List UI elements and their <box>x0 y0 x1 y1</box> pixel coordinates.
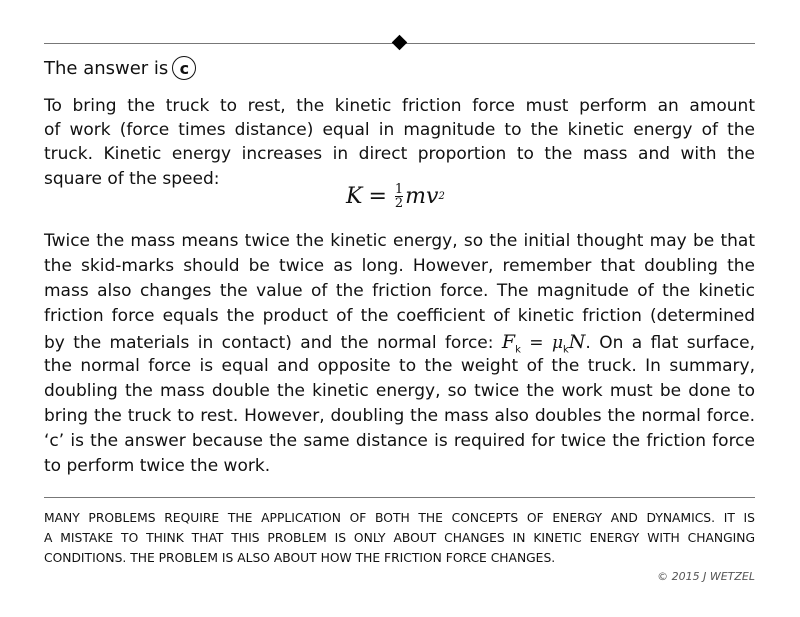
para2-line: doubling the mass double the kinetic energy, so twice the work must be done to <box>44 381 755 401</box>
formula-eq: = <box>529 333 544 353</box>
para2-line: ‘c’ is the answer because the same distance is required for twice the friction force <box>44 431 755 451</box>
para2-line-friction-formula <box>44 331 755 355</box>
eq-lhs: K <box>346 184 363 209</box>
footer-line: CONDITIONS. THE PROBLEM IS ALSO ABOUT HOW THE FRICTION FORCE CHANGES. <box>44 551 556 565</box>
answer-prefix: The answer is <box>44 57 169 79</box>
formula-sub-k: k <box>515 344 521 356</box>
eq-sign: = <box>368 184 387 209</box>
text: by the materials in contact) and the normal force: <box>44 333 494 353</box>
para2-line: mass also changes the value of the friction force. The magnitude of the kinetic <box>44 281 755 301</box>
footer-line: MANY PROBLEMS REQUIRE THE APPLICATION OF BOTH THE CONCEPTS OF ENERGY AND DYNAMICS. IT IS <box>44 511 755 525</box>
para1-line: of work (force times distance) equal in magnitude to the kinetic energy of the <box>44 120 755 140</box>
para1-line: square of the speed: <box>44 169 220 189</box>
footer-line: A MISTAKE TO THINK THAT THIS PROBLEM IS ONLY ABOUT CHANGES IN KINETIC ENERGY WITH CHANGING <box>44 531 755 545</box>
eq-exponent: 2 <box>438 191 445 202</box>
eq-fraction <box>395 183 403 210</box>
eq-rhs: mv <box>405 184 439 209</box>
eq-num: 1 <box>394 182 404 197</box>
eq-den: 2 <box>394 196 404 211</box>
para2-line: friction force equals the product of the coefficient of kinetic friction (determined <box>44 306 755 326</box>
diamond-ornament-icon <box>392 35 408 51</box>
formula-N: N <box>568 331 586 353</box>
footer-divider <box>44 497 755 498</box>
kinetic-energy-equation <box>346 183 445 210</box>
copyright: © 2015 J WETZEL <box>657 570 755 583</box>
formula-mu: μ <box>551 333 563 353</box>
formula-F: F <box>501 331 516 353</box>
para2-line: bring the truck to rest. However, doubling the mass also doubles the normal force. <box>44 406 755 426</box>
para2-line: the normal force is equal and opposite to the weight of the truck. In summary, <box>44 356 755 376</box>
text: . On a flat surface, <box>585 333 756 353</box>
answer-choice-circle: c <box>172 56 196 80</box>
formula-sub-k: k <box>563 344 569 356</box>
para1-line: To bring the truck to rest, the kinetic friction force must perform an amount <box>44 96 755 116</box>
para2-line: to perform twice the work. <box>44 456 271 476</box>
para2-line: the skid-marks should be twice as long. However, remember that doubling the <box>44 256 755 276</box>
para1-line: truck. Kinetic energy increases in direct proportion to the mass and with the <box>44 144 755 164</box>
answer-line <box>44 56 196 80</box>
para2-line: Twice the mass means twice the kinetic energy, so the initial thought may be that <box>44 231 755 251</box>
